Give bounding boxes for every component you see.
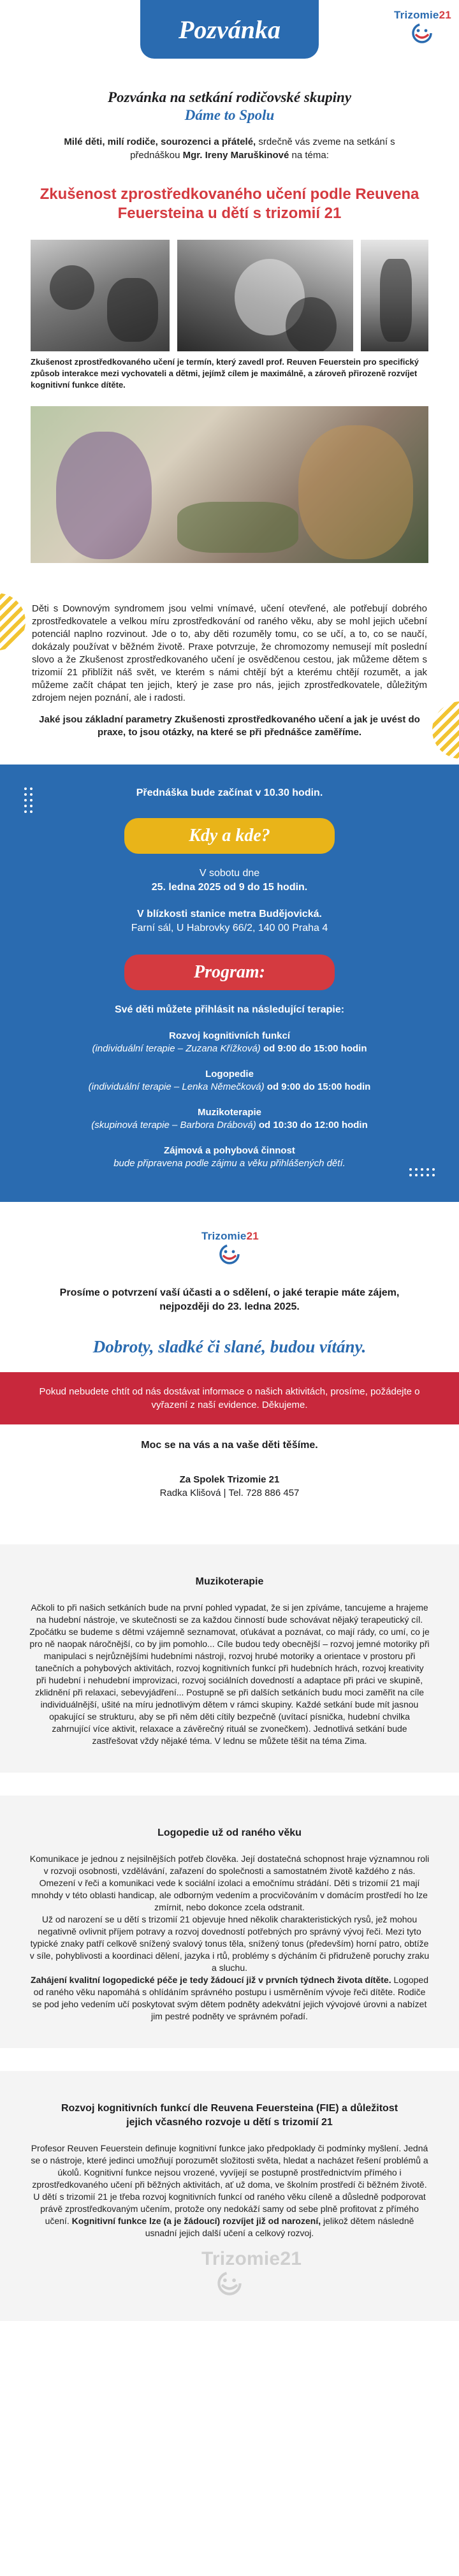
section-title: Muzikoterapie [195,1576,264,1587]
intro-greeting: Milé děti, milí rodiče, sourozenci a přátelé, [64,136,256,147]
intro-invite: srdečně vás zveme na setkání s přednáškou [130,136,395,161]
section-fie [0,2071,459,2321]
therapy-item [0,1030,459,1055]
section-text-emphasis: Kognitivní funkce lze (a je žádoucí) rozvíjet již od narození, [71,2216,321,2226]
signature [0,1473,459,1500]
section-title: Logopedie už od raného věku [157,1827,302,1838]
confirm-request: Prosíme o potvrzení vaší účasti a o sdělení, o jaké terapie máte zájem, nejpozději do 23. ledna 2025. [59,1287,400,1312]
header [0,0,459,64]
logo-text-b: 21 [280,2248,302,2269]
trizomie-logo[interactable] [394,9,450,43]
section-text-emphasis: Zahájení kvalitní logopedické péče je tedy žádoucí již v prvních týdnech života dítěte. [31,1975,391,1985]
therapy-name: Muzikoterapie [197,1107,262,1118]
body-paragraph: Děti s Downovým syndromem jsou velmi vnímavé, učení otevřené, ale potřebují dobrého zprostředkovatele a velkou míru zprostředkování od raného věku, aby se mohl jejich učební potenciál naplno rozvinout. Jde o to, aby děti rozuměly tomu, co se učí, a to, co se naučí, dokázaly používat v běžném životě. Praxe potvrzuje, že chromozomy nemusejí mít poslední slovo a že Zkušenost zprostředkovaného učení je osvědčenou cestou, jak můžeme dětem s trizomií 21 přiblížit náš svět, ve kterém s námi chtějí být a kterému chtějí rozumět, a jak můžeme začít chápat ten jejich, který je zase pro nás, jejich zprostředkovatele, důležitým zdrojem nejen poznání, ale i radosti. [32,603,427,703]
intro-title: Pozvánka na setkání rodičovské skupiny [107,89,352,105]
event-place-a: V blízkosti stanice metra Budějovická. [137,909,322,919]
event-place [0,907,459,935]
photo-therapy-session [31,406,428,563]
intro-topic-lead: na téma: [289,150,329,161]
slogan: Dobroty, sladké či slané, budou vítány. [92,1337,367,1356]
section-text: Komunikace je jednou z nejsilnějších potřeb člověka. Její dostatečná schopnost hraje významnou roli v rozvoji osobnosti, vzdělávání, zařazení do společnosti a samostatném životě každého z nás. Omezení v řeči a komunikaci vede k sociální izolaci a emočnímu strádání. Děti s trizomií 21 mají mnohdy v této oblasti handicap, ale odborným vedením a procvičováním v domácím prostředí ho lze zmírnit, nebo dokonce zcela odstranit. [29,1854,430,1912]
logo-text-a: Trizomie [201,2248,280,2269]
smile-icon [406,23,438,43]
therapy-name: Rozvoj kognitivních funkcí [168,1030,290,1041]
therapy-note: (individuální terapie – Zuzana Křížková) [92,1043,261,1054]
section-text-part: Logoped od raného věku napomáhá s ohlídáním správného postupu i usměrněním vývoje řeči dítěte. Rodiče se pod jeho vedením učí poskytovat svým dětem podněty adekvátní jejich vývojové úrovni a nabízet jim pestré podněty ve správném pořadí. [32,1975,428,2021]
intro-text [38,135,421,162]
event-place-b: Farní sál, U Habrovky 66/2, 140 00 Praha 4 [131,923,328,933]
section-text [0,2191,459,2239]
program-intro: Své děti můžete přihlásit na následující terapie: [114,1004,345,1015]
signature-name: Za Spolek Trizomie 21 [179,1474,280,1485]
trizomie-logo-mid [201,1230,258,1264]
thanks-line: Moc se na vás a na vaše děti těšíme. [141,1440,318,1451]
logo-text-b: 21 [439,9,451,21]
section-title: Rozvoj kognitivních funkcí dle Reuvena Feuersteina (FIE) a důležitost jejich včasného rozvoje u dětí s trizomií 21 [61,2103,398,2128]
event-date-a: V sobotu dne [199,868,260,879]
therapy-item [0,1106,459,1132]
section-text [0,1974,459,2023]
photo-feuerstein-portrait [177,240,353,351]
smile-icon [210,2271,249,2295]
therapy-time: od 9:00 do 15:00 hodin [264,1081,371,1092]
therapy-name: Zájmová a pohybová činnost [164,1145,295,1156]
logo-text-a: Trizomie [201,1230,247,1242]
event-details [0,765,459,1202]
dots-decoration-left [24,787,33,813]
photo-child-learning [31,240,170,351]
therapy-note: bude připravena podle zájmu a věku přihlášených dětí. [113,1158,346,1169]
body-question: Jaké jsou základní parametry Zkušenosti zprostředkovaného učení a jak je uvést do praxe, to jsou otázky, na které se při přednášce zaměříme. [39,714,420,738]
event-date [0,867,459,895]
event-date-b: 25. ledna 2025 od 9 do 15 hodin. [151,882,308,893]
dots-decoration-right [409,1168,435,1176]
therapy-time: od 9:00 do 15:00 hodin [260,1043,367,1054]
signature-contact: Radka Klišová | Tel. 728 886 457 [159,1488,300,1498]
section-text [0,1914,459,1974]
main-heading: Zkušenost zprostředkovaného učení podle Reuvena Feuersteina u dětí s trizomií 21 [40,186,419,222]
therapy-time: od 10:30 do 12:00 hodin [256,1120,368,1131]
program-badge: Program: [124,955,335,990]
intro-subtitle: Dáme to Spolu [184,107,275,123]
therapy-item [0,1145,459,1170]
therapy-name: Logopedie [205,1069,254,1079]
photo-standing-figures [361,240,428,351]
logo-text-b: 21 [246,1230,259,1242]
section-text: Ačkoli to při našich setkáních bude na první pohled vypadat, že si jen zpíváme, tancujeme a hrajeme na hudební nástroje, ve skutečnosti se za každou činností bude schovávat nějaký terapeutický cíl. Zpočátku se budeme s dětmi vzájemně seznamovat, oťukávat a poznávat, co mají rády, co umí, co je pro ně naopak náročnější, co by jim pomohlo... Cíle budou tedy obecnější – rozvoj jemné motoriky při manipulaci s nejrůznějšími hudebními nástroji, rozvoj hrubé motoriky a orientace v prostoru při tanečních a pohybových aktivitách, rozvoj kognitivních funkcí při hudebních hrách, rozvoj kreativity při hudební i nehudební improvizaci, rozvoj sociálních dovedností a adaptace při práci ve skupině, zklidnění při relaxaci, sebevyjádření... Postupně se při dalších setkáních budu moci zaměřit na cíle individuálnější, ušité na míru jednotlivým dětem v rámci skupiny. Každé setkání bude mít jasnou opakující se strukturu, aby se při něm děti cítily bezpečně (uvítací písnička, hudební chvilka zahrnující více aktivit, relaxace a závěrečný rituál se zvonečkem). Jednotlivá setkání bude zastřešovat vždy nějaké téma. V lednu se můžete těšit na téma Zima. [29,1602,430,1746]
section-music-therapy [0,1544,459,1773]
intro [0,64,459,162]
footer-logo [201,2248,302,2295]
event-start: Přednáška bude začínat v 10.30 hodin. [136,787,323,798]
when-where-badge: Kdy a kde? [124,818,335,854]
intro-speaker: Mgr. Ireny Maruškinové [182,150,289,161]
photo-caption: Zkušenost zprostředkovaného učení je termín, který zavedl prof. Reuven Feuerstein pro specifický způsob interakce mezi vychovateli a dětmi, jejímž cílem je maximálně, a zároveň přirozeně rozvíjet kognitivní funkce dítěte. [31,357,419,390]
stripe-decoration-right [432,701,459,759]
therapy-note: (skupinová terapie – Barbora Drábová) [91,1120,256,1131]
smile-icon [214,1244,245,1264]
section-speech-therapy [0,1796,459,2048]
section-text: Profesor Reuven Feuerstein definuje kognitivní funkce jako předpoklady či podmínky myšlení. Jedná se o nástroje, které jedinci umožňují porozumět složitosti světa, hledat a nacházet řešení problémů a úkolů. Kognitivní funkce nejsou vrozené, vyvíjejí se postupně prostřednictvím přímého i zprostředkovaného učení při běžných aktivitách, ať už doma, ve školním prostředí či běžném životě. [31,2143,428,2190]
section-text-part: Už od narození se u dětí s trizomií 21 objevuje hned několik charakteristických rysů, jež mohou negativně ovlivnit příjem potravy a rozvoj dovedností potřebných pro správný vývoj řeči. Mezi tyto typické znaky patří celkově snížený svalový tonus těla, snížený tonus (především) horní patro, obtíže v síle, pohyblivosti a koordinaci dělení, jazyka i rtů, problémy s dýcháním či přidruženě poruchy zraku a sluchu. [29,1914,430,1973]
header-title: Pozvánka [140,0,319,59]
therapy-note: (individuální terapie – Lenka Němečková) [88,1081,265,1092]
therapy-item [0,1068,459,1094]
section-text-part: jelikož dětem následně usnadní jejich další učení a celkový rozvoj. [145,2216,414,2238]
unsubscribe-notice: Pokud nebudete chtít od nás dostávat informace o našich aktivitách, prosíme, požádejte o vyřazení z naší evidence. Děkujeme. [0,1372,459,1424]
photo-row [0,240,459,351]
section-text-part: U dětí s trizomií 21 je třeba rozvoj kognitivních funkcí od raného věku cíleně a důsledně podporovat právě zprostředkovaným učením, protože ony nedokáží samy od sebe plně profitovat z přímého učení. [33,2192,426,2226]
logo-text-a: Trizomie [394,9,439,21]
